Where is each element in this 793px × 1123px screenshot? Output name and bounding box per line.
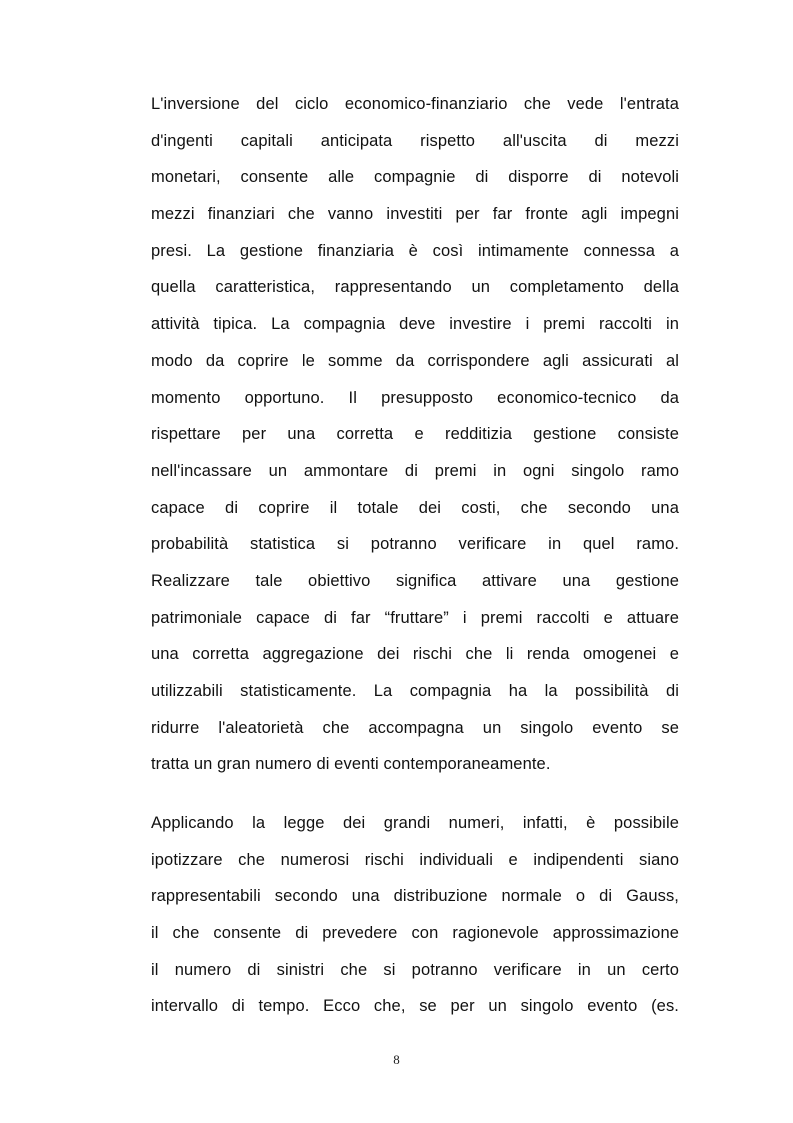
- text-line: attività tipica. La compagnia deve investire i premi raccolti in: [151, 315, 679, 334]
- text-line: il numero di sinistri che si potranno verificare in un certo: [151, 960, 679, 979]
- text-line: presi. La gestione finanziaria è così intimamente connessa a: [151, 241, 679, 260]
- text-line: tratta un gran numero di eventi contemporaneamente.: [151, 755, 551, 774]
- text-line: nell'incassare un ammontare di premi in ogni singolo ramo: [151, 461, 679, 480]
- text-line: rappresentabili secondo una distribuzione normale o di Gauss,: [151, 887, 679, 906]
- text-line: monetari, consente alle compagnie di disporre di notevoli: [151, 168, 679, 187]
- text-line: capace di coprire il totale dei costi, che secondo una: [151, 498, 679, 517]
- text-line: Realizzare tale obiettivo significa attivare una gestione: [151, 571, 679, 590]
- text-line: intervallo di tempo. Ecco che, se per un singolo evento (es.: [151, 997, 679, 1016]
- text-line: il che consente di prevedere con ragionevole approssimazione: [151, 924, 679, 943]
- text-line: modo da coprire le somme da corrispondere agli assicurati al: [151, 351, 679, 370]
- text-line: rispettare per una corretta e redditizia gestione consiste: [151, 425, 679, 444]
- text-line: mezzi finanziari che vanno investiti per far fronte agli impegni: [151, 205, 679, 224]
- text-line: quella caratteristica, rappresentando un completamento della: [151, 278, 679, 297]
- text-line: ipotizzare che numerosi rischi individuali e indipendenti siano: [151, 850, 679, 869]
- text-line: ridurre l'aleatorietà che accompagna un singolo evento se: [151, 718, 679, 737]
- paragraph-1: [151, 86, 679, 783]
- text-line: L'inversione del ciclo economico-finanziario che vede l'entrata: [151, 95, 679, 113]
- text-line: probabilità statistica si potranno verificare in quel ramo.: [151, 535, 679, 554]
- paragraph-2: [151, 805, 679, 1025]
- text-line: patrimoniale capace di far “fruttare” i premi raccolti e attuare: [151, 608, 679, 627]
- text-line: una corretta aggregazione dei rischi che li renda omogenei e: [151, 645, 679, 664]
- text-line: d'ingenti capitali anticipata rispetto all'uscita di mezzi: [151, 131, 679, 150]
- text-line: utilizzabili statisticamente. La compagnia ha la possibilità di: [151, 682, 679, 700]
- text-line: Applicando la legge dei grandi numeri, infatti, è possibile: [151, 814, 679, 832]
- page-number: 8: [393, 1052, 400, 1067]
- text-line: momento opportuno. Il presupposto economico-tecnico da: [151, 388, 679, 407]
